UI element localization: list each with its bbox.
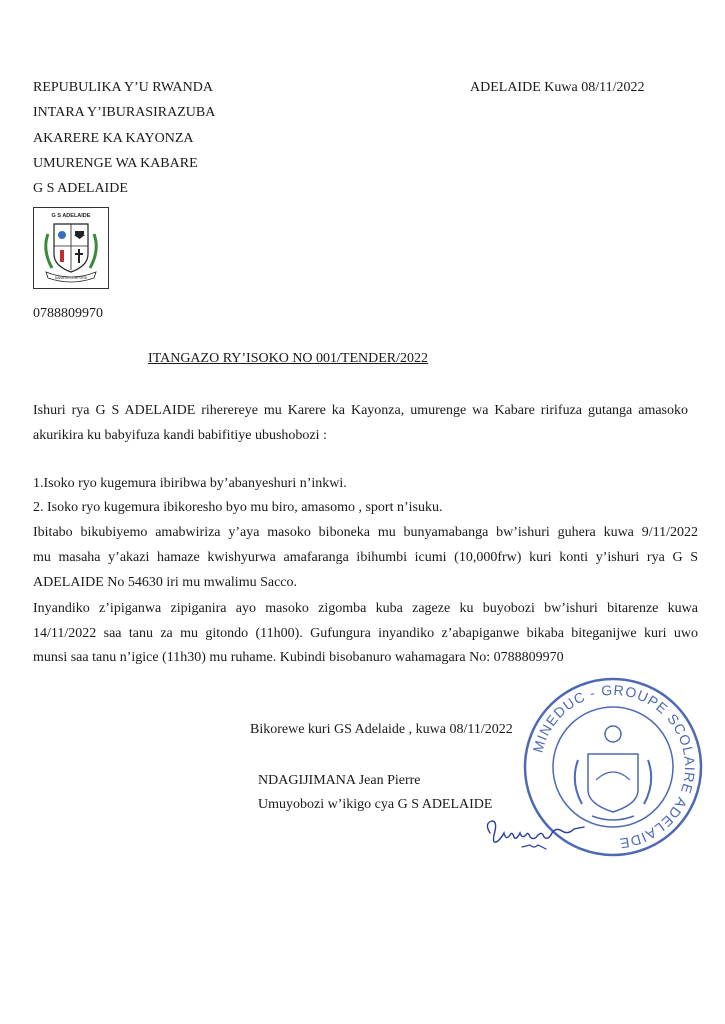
logo-top-text: G S ADELAIDE xyxy=(51,213,91,219)
tender-item-2: 2. Isoko ryo kugemura ibikoresho byo mu biro, amasomo , sport n’isuku. xyxy=(33,500,443,515)
intro-line-2: akurikira ku babyifuza kandi babifitiye ubushobozi : xyxy=(33,428,327,443)
docs-line-1: Ibitabo bikubiyemo amabwiriza y’aya masoko biboneka mu bunyamabanga bw’ishuri guhera kuwa 9/11/2022 xyxy=(33,525,698,540)
handwritten-signature-icon xyxy=(482,815,592,860)
header-line-republic: REPUBULIKA Y’U RWANDA xyxy=(33,80,213,95)
signatory-role: Umuyobozi w’ikigo cya G S ADELAIDE xyxy=(258,797,493,812)
signatory-name: NDAGIJIMANA Jean Pierre xyxy=(258,773,421,788)
header-line-province: INTARA Y’IBURASIRAZUBA xyxy=(33,105,216,120)
document-date: ADELAIDE Kuwa 08/11/2022 xyxy=(470,80,645,95)
school-crest-icon xyxy=(34,208,108,288)
bids-line-3: munsi saa tanu n’igice (11h30) mu ruhame. Kubindi bisobanuro wahamagara No: 0788809970 xyxy=(33,650,564,665)
bids-line-1: Inyandiko z’ipiganwa zipiganira ayo masoko zigomba kuba zageze ku buyobozi bw’ishuri bitarenze kuwa xyxy=(33,601,698,616)
school-logo xyxy=(33,207,109,289)
logo-motto: SANA IN CORPORE xyxy=(54,276,88,280)
signed-at-line: Bikorewe kuri GS Adelaide , kuwa 08/11/2022 xyxy=(250,722,513,737)
docs-line-2: mu masaha y’akazi hamaze kwishyurwa amafaranga ibihumbi icumi (10,000frw) kuri konti y’ishuri rya G S xyxy=(33,550,698,565)
stamp-ring-text: MINEDUC - GROUPE SCOLAIRE ADELAIDE xyxy=(529,681,699,852)
document-title: ITANGAZO RY’ISOKO NO 001/TENDER/2022 xyxy=(148,351,429,366)
header-line-school: G S ADELAIDE xyxy=(33,181,128,196)
header-phone: 0788809970 xyxy=(33,306,103,321)
tender-item-1: 1.Isoko ryo kugemura ibiribwa by’abanyeshuri n’inkwi. xyxy=(33,476,347,491)
intro-line-1: Ishuri rya G S ADELAIDE riherereye mu Karere ka Kayonza, umurenge wa Kabare ririfuza gutanga amasoko xyxy=(33,403,688,418)
header-line-sector: UMURENGE WA KABARE xyxy=(33,156,198,171)
bids-line-2: 14/11/2022 saa tanu za mu gitondo (11h00). Gufungura inyandiko z’abapiganwe bikaba biteganijwe kuri uwo xyxy=(33,626,698,641)
docs-line-3: ADELAIDE No 54630 iri mu mwalimu Sacco. xyxy=(33,575,298,590)
header-line-district: AKARERE KA KAYONZA xyxy=(33,131,194,146)
